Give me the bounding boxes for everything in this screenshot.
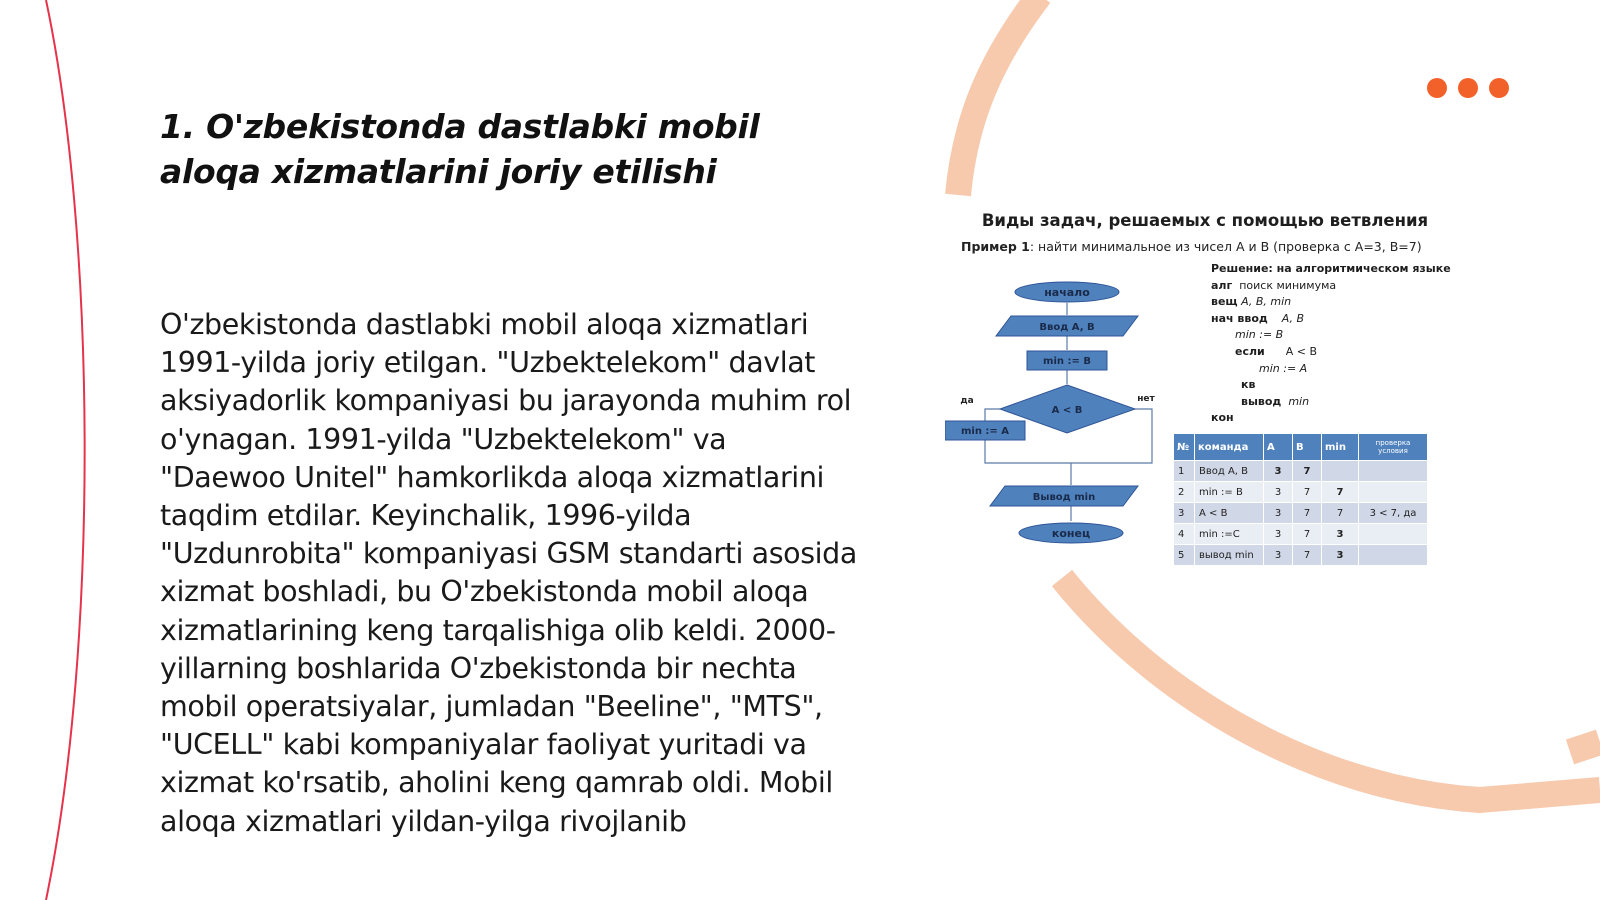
trace-table xyxy=(1173,433,1428,566)
code-heading: Решение: на алгоритмическом языке xyxy=(1211,262,1451,275)
branching-example-figure xyxy=(945,205,1465,575)
flow-start-label: начало xyxy=(1044,286,1090,299)
flow-condition-label: A < B xyxy=(1051,405,1083,416)
trace-cell: Ввод A, B xyxy=(1195,461,1264,482)
trace-table-header xyxy=(1174,434,1428,461)
trace-cell: 3 xyxy=(1264,461,1293,482)
arc-top xyxy=(958,0,1040,195)
trace-cell: вывод min xyxy=(1195,545,1264,566)
trace-cell: 1 xyxy=(1174,461,1195,482)
figure-subtitle-label: Пример 1 xyxy=(961,239,1030,254)
code-line: min := A xyxy=(1259,361,1308,375)
code-vars: min xyxy=(1288,394,1310,408)
trace-cell: 7 xyxy=(1293,503,1322,524)
trace-header-cell: A xyxy=(1264,434,1293,461)
trace-cell: 2 xyxy=(1174,482,1195,503)
dot xyxy=(1427,78,1447,98)
flow-yes-label: да xyxy=(960,396,974,406)
trace-cell xyxy=(1359,524,1428,545)
code-keyword: вещ xyxy=(1211,295,1238,309)
flowchart xyxy=(945,277,1185,577)
trace-cell: 3 xyxy=(1322,545,1359,566)
dot xyxy=(1489,78,1509,98)
trace-cell xyxy=(1359,482,1428,503)
code-line: min := B xyxy=(1235,328,1284,342)
trace-cell: 7 xyxy=(1293,545,1322,566)
code-condition: A < B xyxy=(1285,344,1318,358)
flow-input-label: Ввод A, B xyxy=(1039,322,1095,333)
arc-right xyxy=(1570,742,1600,752)
trace-cell xyxy=(1359,545,1428,566)
trace-header-cell: команда xyxy=(1195,434,1264,461)
trace-header-cell: min xyxy=(1322,434,1359,461)
code-vars: A, B xyxy=(1281,311,1305,325)
figure-subtitle-text: : найти минимальное из чисел А и В (проверка с А=3, В=7) xyxy=(1029,239,1422,254)
decorative-dots xyxy=(1427,78,1509,98)
algorithm-code xyxy=(1211,261,1471,427)
table-row xyxy=(1174,482,1428,503)
left-accent-line xyxy=(46,0,85,900)
trace-cell: 3 xyxy=(1264,482,1293,503)
trace-header-cell: B xyxy=(1293,434,1322,461)
trace-cell: 7 xyxy=(1293,461,1322,482)
trace-cell: 3 < 7, да xyxy=(1359,503,1428,524)
code-keyword: алг xyxy=(1211,278,1233,292)
trace-cell: 4 xyxy=(1174,524,1195,545)
code-vars: A, B, min xyxy=(1241,295,1292,309)
flow-output-label: Вывод min xyxy=(1032,492,1096,503)
code-keyword: вывод xyxy=(1241,394,1282,408)
trace-cell: min :=C xyxy=(1195,524,1264,545)
slide-body-text: O'zbekistonda dastlabki mobil aloqa xizmatlari 1991-yilda joriy etilgan. "Uzbektelekom" davlat aksiyadorlik kompaniyasi bu jarayonda muhim rol o'ynagan. 1991-yilda "Uzbektelekom" va "Daewoo Unitel" hamkorlikda aloqa xizmatlarini taqdim etdilar. Keyinchalik, 1996-yilda "Uzdunrobita" kompaniyasi GSM standarti asosida xizmat boshladi, bu O'zbekistonda mobil aloqa xizmatlarining keng tarqalishiga olib keldi. 2000-yillarning boshlarida O'zbekistonda bir nechta mobil operatsiyalar, jumladan "Beeline", "MTS", "UCELL" kabi kompaniyalar faoliyat yuritadi va xizmat ko'rsatib, aholini keng qamrab oldi. Mobil aloqa xizmatlari yildan-yilga rivojlanib xyxy=(160,308,857,838)
trace-cell: 7 xyxy=(1322,482,1359,503)
trace-cell: 7 xyxy=(1322,503,1359,524)
figure-title: Виды задач, решаемых с помощью ветвления xyxy=(981,211,1429,230)
trace-cell xyxy=(1322,461,1359,482)
table-row xyxy=(1174,503,1428,524)
trace-cell: min := B xyxy=(1195,482,1264,503)
dot xyxy=(1458,78,1478,98)
code-keyword: кв xyxy=(1241,378,1256,392)
code-keyword: кон xyxy=(1211,411,1234,425)
flow-no-label: нет xyxy=(1137,394,1155,404)
trace-cell: 3 xyxy=(1264,524,1293,545)
code-alg-name: поиск минимума xyxy=(1239,278,1337,292)
slide-title: 1. O'zbekistonda dastlabki mobil aloqa xizmatlarini joriy etilishi xyxy=(160,107,760,191)
trace-header-cell: проверка условия xyxy=(1359,434,1428,461)
flow-assign-min-b-label: min := B xyxy=(1043,356,1091,367)
table-row xyxy=(1174,545,1428,566)
trace-cell: 3 xyxy=(1174,503,1195,524)
code-keyword: нач ввод xyxy=(1211,311,1268,325)
table-row xyxy=(1174,524,1428,545)
table-row xyxy=(1174,461,1428,482)
trace-cell: A < B xyxy=(1195,503,1264,524)
flow-end-label: конец xyxy=(1051,527,1091,540)
trace-cell: 3 xyxy=(1264,545,1293,566)
arc-bottom xyxy=(1062,578,1600,800)
trace-cell xyxy=(1359,461,1428,482)
trace-cell: 3 xyxy=(1264,503,1293,524)
trace-cell: 5 xyxy=(1174,545,1195,566)
trace-cell: 3 xyxy=(1322,524,1359,545)
trace-cell: 7 xyxy=(1293,482,1322,503)
code-keyword: если xyxy=(1235,344,1265,358)
flow-assign-min-a-label: min := A xyxy=(960,426,1010,437)
trace-header-cell: № xyxy=(1174,434,1195,461)
figure-subtitle xyxy=(961,239,1461,254)
trace-cell: 7 xyxy=(1293,524,1322,545)
